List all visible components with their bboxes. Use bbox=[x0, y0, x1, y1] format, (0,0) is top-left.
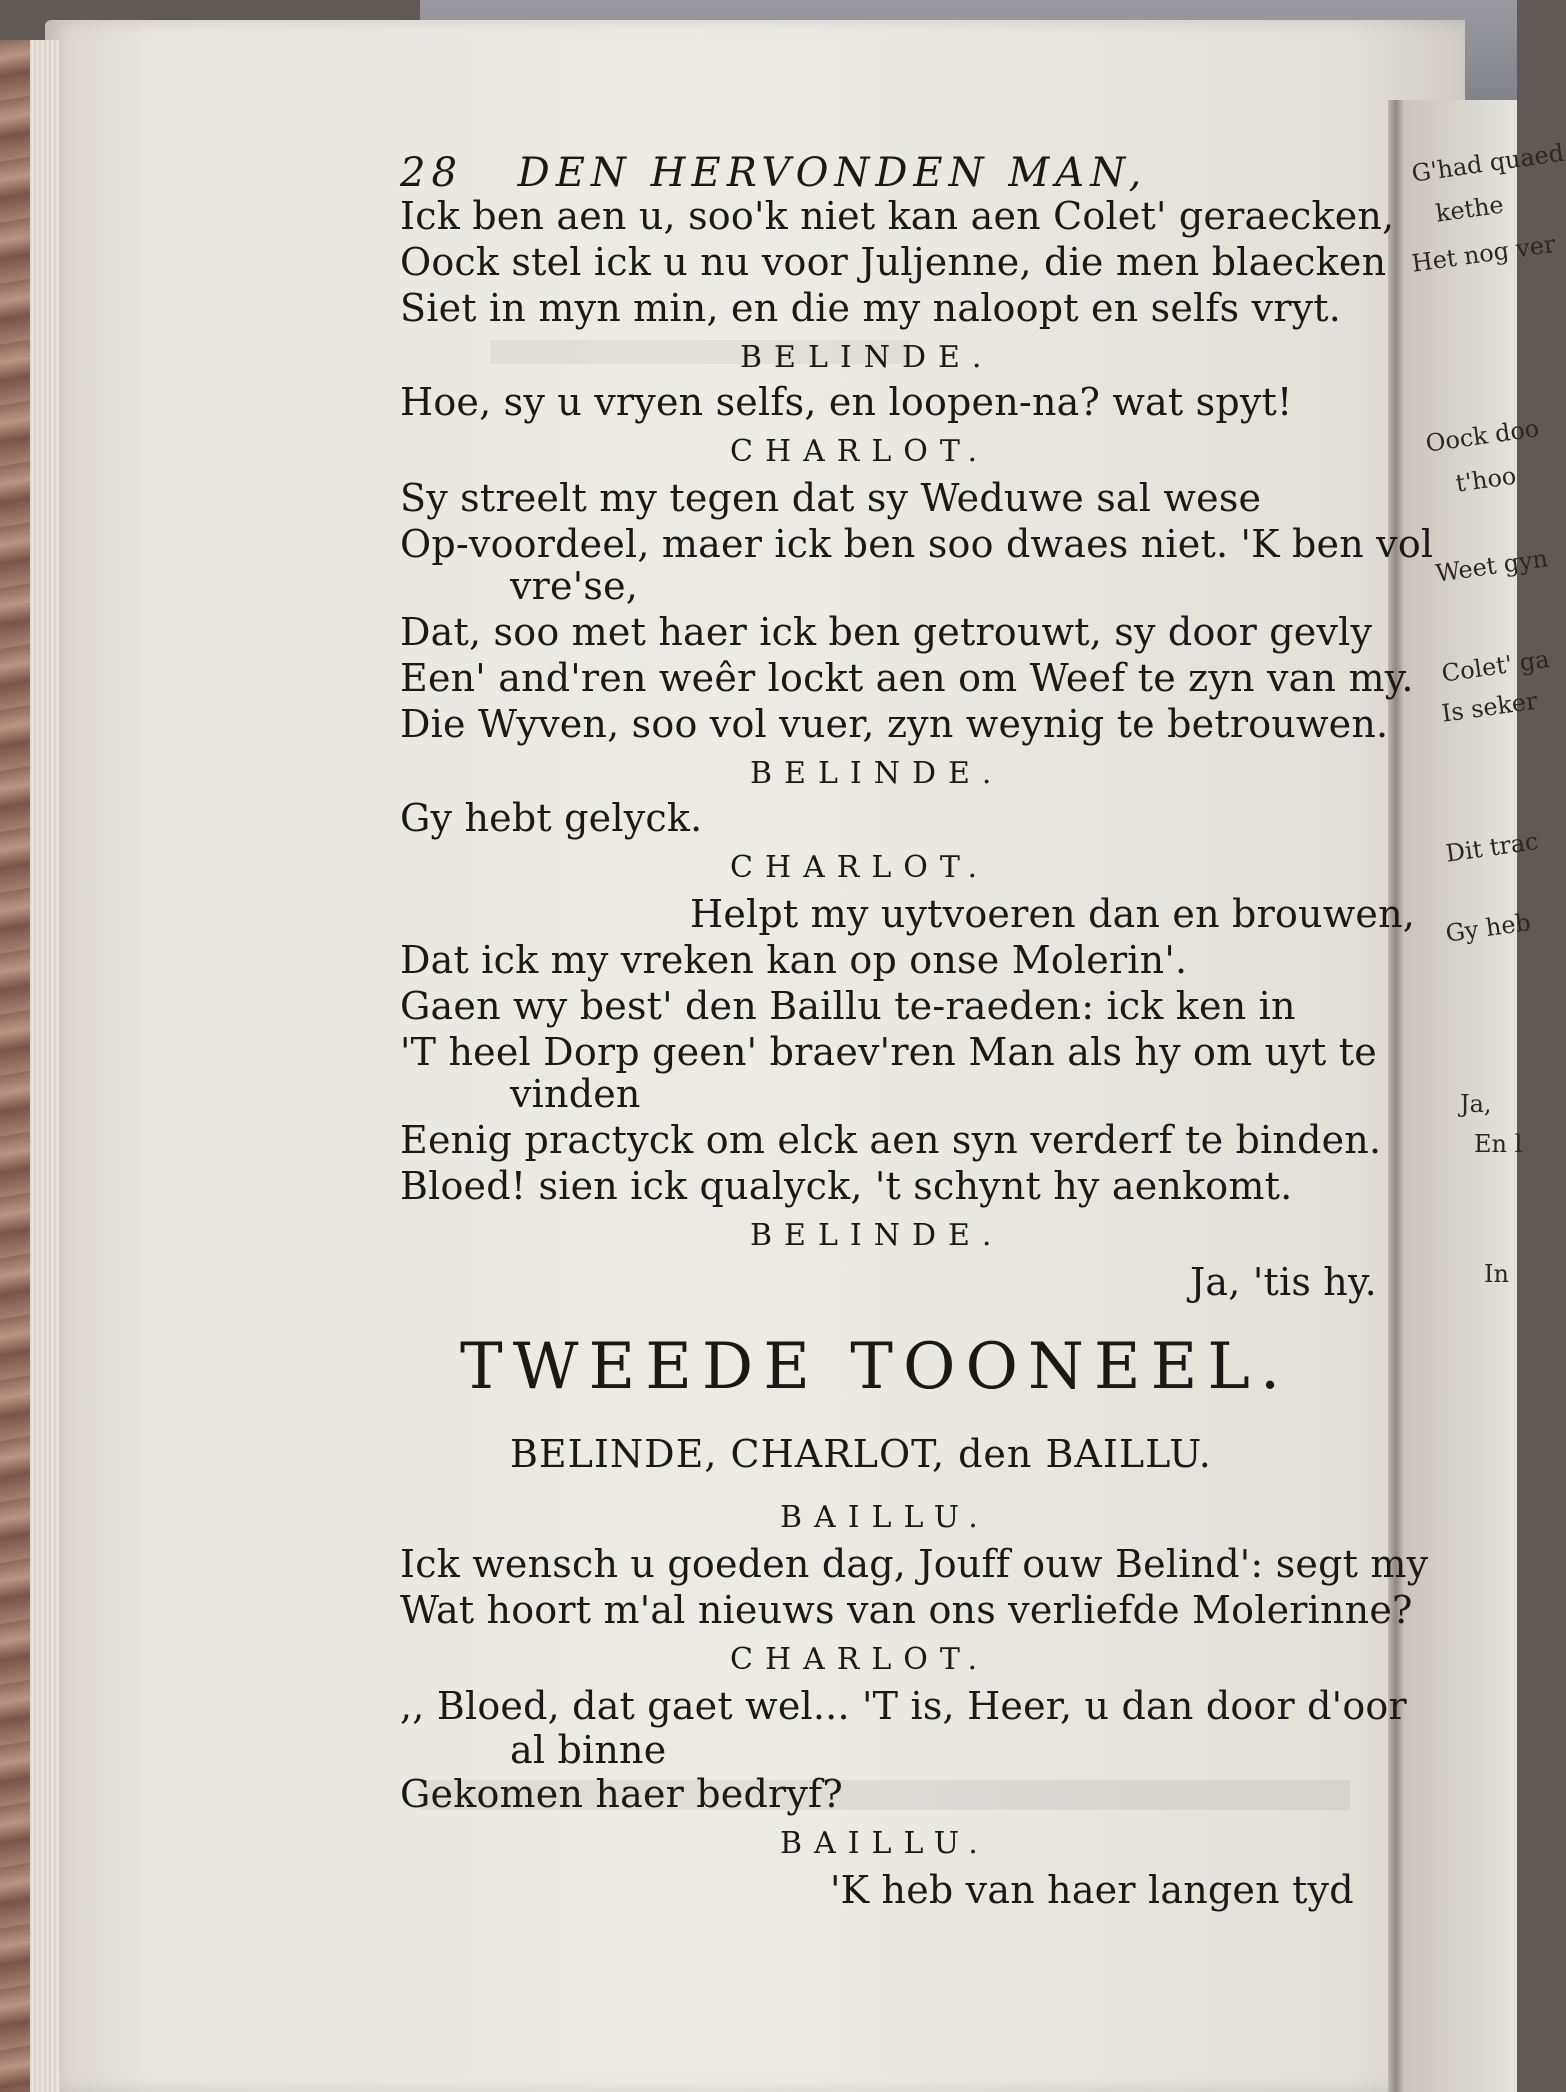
verse-line: Gaen wy best' den Baillu te-raeden: ick ken in bbox=[400, 984, 1296, 1028]
verse-line: Gy hebt gelyck. bbox=[400, 796, 703, 840]
right-page-fragment: G'had quaed bbox=[1410, 138, 1566, 188]
speaker-name: BAILLU. bbox=[780, 1500, 990, 1535]
verse-line: Op-voordeel, maer ick ben soo dwaes niet. 'K ben vol bbox=[400, 522, 1434, 566]
right-page-fragment: Colet' ga bbox=[1440, 644, 1552, 688]
verse-line: Sy streelt my tegen dat sy Weduwe sal wese bbox=[400, 476, 1262, 520]
verse-line: 'T heel Dorp geen' braev'ren Man als hy om uyt te bbox=[400, 1030, 1377, 1074]
verse-line: Hoe, sy u vryen selfs, en loopen-na? wat spyt! bbox=[400, 380, 1293, 424]
right-page-fragment: Ja, bbox=[1460, 1090, 1492, 1118]
verse-line: Die Wyven, soo vol vuer, zyn weynig te betrouwen. bbox=[400, 702, 1389, 746]
right-page-fragment: Oock doo bbox=[1424, 414, 1541, 458]
verse-turnover: vinden bbox=[510, 1072, 641, 1116]
verse-line: Siet in myn min, en die my naloopt en selfs vryt. bbox=[400, 286, 1342, 330]
speaker-name: BELINDE. bbox=[740, 340, 994, 375]
scene-title: TWEEDE TOONEEL. bbox=[460, 1330, 1291, 1404]
verse-line: Gekomen haer bedryf? bbox=[400, 1772, 843, 1816]
verse-line: 'K heb van haer langen tyd bbox=[830, 1868, 1354, 1912]
right-page-fragment: kethe bbox=[1434, 190, 1506, 228]
verse-turnover: vre'se, bbox=[510, 564, 639, 608]
verse-line: Oock stel ick u nu voor Juljenne, die men blaecken bbox=[400, 240, 1387, 284]
verse-line: ,, Bloed, dat gaet wel... 'T is, Heer, u dan door d'oor bbox=[400, 1684, 1407, 1728]
verse-line: Helpt my uytvoeren dan en brouwen, bbox=[690, 892, 1416, 936]
verse-line: Wat hoort m'al nieuws van ons verliefde Molerinne? bbox=[400, 1588, 1413, 1632]
verse-line: Ick wensch u goeden dag, Jouff ouw Belind': segt my bbox=[400, 1542, 1429, 1586]
verse-line: Een' and'ren weêr lockt aen om Weef te zyn van my. bbox=[400, 656, 1414, 700]
speaker-name: BELINDE. bbox=[750, 1218, 1004, 1253]
right-page-fragment: In bbox=[1484, 1260, 1509, 1288]
speaker-name: BELINDE. bbox=[750, 756, 1004, 791]
speaker-name: CHARLOT. bbox=[730, 850, 990, 885]
verse-line: Ick ben aen u, soo'k niet kan aen Colet' geraecken, bbox=[400, 194, 1395, 238]
page-number: 28 bbox=[400, 150, 463, 196]
speaker-name: BAILLU. bbox=[780, 1826, 990, 1861]
right-page-fragment: Weet gyn bbox=[1434, 544, 1550, 588]
right-page-fragment: En l bbox=[1474, 1130, 1523, 1158]
running-title: DEN HERVONDEN MAN, bbox=[517, 150, 1148, 196]
speaker-name: CHARLOT. bbox=[730, 1642, 990, 1677]
speaker-name: CHARLOT. bbox=[730, 434, 990, 469]
verse-line: Dat, soo met haer ick ben getrouwt, sy door gevly bbox=[400, 610, 1373, 654]
verse-line: Dat ick my vreken kan op onse Molerin'. bbox=[400, 938, 1188, 982]
verse-line: Ja, 'tis hy. bbox=[1190, 1260, 1377, 1304]
right-page bbox=[1404, 100, 1566, 2092]
scene-characters: BELINDE, CHARLOT, den BAILLU. bbox=[510, 1432, 1212, 1476]
right-page-fragment: t'hoo bbox=[1454, 461, 1518, 498]
right-page-fragment: Dit trac bbox=[1444, 827, 1541, 868]
page-text bbox=[400, 150, 1434, 1912]
verse-turnover: al binne bbox=[510, 1728, 667, 1772]
right-page-fragment: Het nog ver bbox=[1410, 229, 1558, 278]
verse-line: Bloed! sien ick qualyck, 't schynt hy aenkomt. bbox=[400, 1164, 1293, 1208]
running-header bbox=[400, 150, 1147, 196]
verse-line: Eenig practyck om elck aen syn verderf te binden. bbox=[400, 1118, 1382, 1162]
page-stack-edge bbox=[30, 40, 60, 2092]
right-page-fragment: Is seker bbox=[1440, 686, 1540, 728]
right-page-fragment: Gy heb bbox=[1444, 908, 1533, 948]
